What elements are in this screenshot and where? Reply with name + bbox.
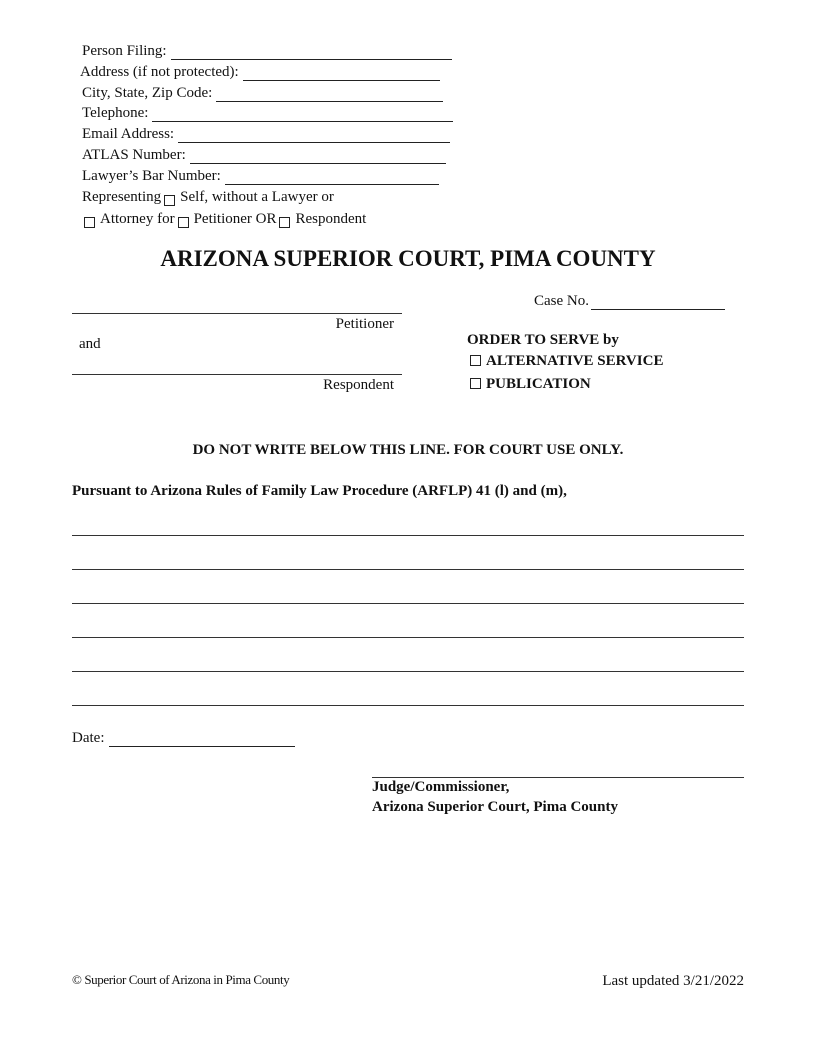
bar-field[interactable] <box>225 170 439 185</box>
case-no-field[interactable] <box>591 295 725 310</box>
bar-row <box>82 167 439 185</box>
respondent-checkbox[interactable] <box>279 217 290 228</box>
telephone-row <box>82 104 453 122</box>
attorney-label: Attorney for <box>100 211 175 227</box>
attorney-checkbox[interactable] <box>84 217 95 228</box>
attorney-row <box>84 210 366 228</box>
court-title: ARIZONA SUPERIOR COURT, PIMA COUNTY <box>160 246 656 271</box>
telephone-field[interactable] <box>152 107 453 122</box>
order-line-3[interactable] <box>72 603 744 604</box>
petitioner-or-label: Petitioner OR <box>193 211 277 227</box>
signature-title: Judge/Commissioner, <box>372 779 510 795</box>
city-row <box>82 84 443 102</box>
order-line-1[interactable] <box>72 535 744 536</box>
email-label: Email Address: <box>82 126 175 142</box>
case-no-row <box>534 293 725 310</box>
publication-label: PUBLICATION <box>486 376 591 392</box>
petitioner-label: Petitioner <box>335 316 394 332</box>
petitioner-checkbox[interactable] <box>178 217 189 228</box>
bar-label: Lawyer’s Bar Number: <box>82 168 221 184</box>
address-field[interactable] <box>243 66 440 81</box>
alt-service-label: ALTERNATIVE SERVICE <box>486 353 664 369</box>
respondent-label: Respondent <box>323 377 394 393</box>
person-filing-row <box>82 42 452 60</box>
pursuant-text: Pursuant to Arizona Rules of Family Law Procedure (ARFLP) 41 (l) and (m), <box>72 483 567 499</box>
order-line-2[interactable] <box>72 569 744 570</box>
order-line-5[interactable] <box>72 671 744 672</box>
self-label: Self, without a Lawyer or <box>180 189 334 205</box>
atlas-label: ATLAS Number: <box>82 147 186 163</box>
telephone-label: Telephone: <box>82 105 149 121</box>
publication-row <box>467 376 591 393</box>
order-line-4[interactable] <box>72 637 744 638</box>
signature-court: Arizona Superior Court, Pima County <box>372 799 618 815</box>
and-label: and <box>79 336 101 352</box>
person-filing-label: Person Filing: <box>82 43 167 59</box>
date-field[interactable] <box>109 732 295 747</box>
self-checkbox[interactable] <box>164 195 175 206</box>
alt-service-checkbox[interactable] <box>470 355 481 366</box>
address-label: Address (if not protected): <box>80 64 239 80</box>
email-field[interactable] <box>178 128 450 143</box>
case-no-label: Case No. <box>534 293 589 309</box>
alt-service-row <box>467 353 663 370</box>
date-row <box>72 730 295 747</box>
email-row <box>82 125 450 143</box>
address-row <box>80 63 440 81</box>
atlas-row <box>82 146 446 164</box>
publication-checkbox[interactable] <box>470 378 481 389</box>
representing-row <box>82 188 334 206</box>
respondent-line[interactable] <box>72 374 402 375</box>
order-title: ORDER TO SERVE by <box>467 332 619 348</box>
city-label: City, State, Zip Code: <box>82 85 213 101</box>
signature-line[interactable] <box>372 777 744 778</box>
city-field[interactable] <box>216 87 443 102</box>
representing-label: Representing <box>82 189 162 205</box>
petitioner-line[interactable] <box>72 313 402 314</box>
court-use-notice: DO NOT WRITE BELOW THIS LINE. FOR COURT USE ONLY. <box>192 442 624 458</box>
atlas-field[interactable] <box>190 149 446 164</box>
order-line-6[interactable] <box>72 705 744 706</box>
date-label: Date: <box>72 730 105 746</box>
footer-updated: Last updated 3/21/2022 <box>602 973 744 989</box>
respondent-check-label: Respondent <box>295 211 367 227</box>
person-filing-field[interactable] <box>171 45 452 60</box>
footer-copyright: © Superior Court of Arizona in Pima County <box>72 972 290 987</box>
